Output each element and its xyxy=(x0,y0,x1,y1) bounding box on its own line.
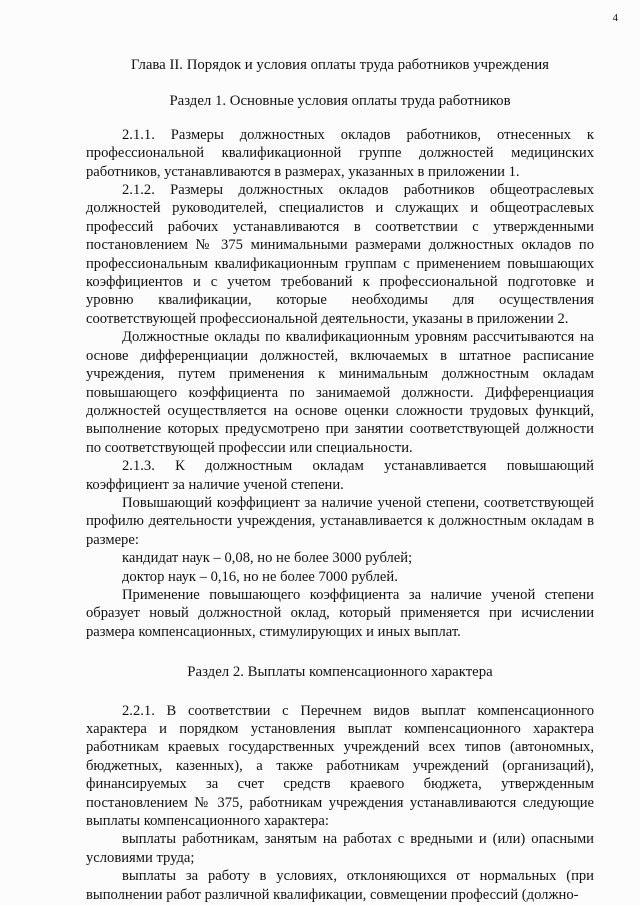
paragraph-2-1-3: 2.1.3. К должностным окладам устанавливается повышающий коэффициент за наличие ученой степени. xyxy=(86,458,594,493)
document-body xyxy=(86,56,594,904)
page-number: 4 xyxy=(612,12,618,24)
section-1-body xyxy=(86,126,594,641)
paragraph-coefficient-application: Применение повышающего коэффициента за наличие ученой степени образует новый должностной оклад, который применяется при исчислении размера компенсационных, стимулирующих и иных выплат. xyxy=(86,586,594,640)
list-item-abnormal-conditions: выплаты за работу в условиях, отклоняющихся от нормальных (при выполнении работ различной квалификации, совмещении профессий (должно- xyxy=(86,868,594,903)
list-item-candidate-degree: кандидат наук – 0,08, но не более 3000 рублей; xyxy=(122,550,413,567)
section-2-title: Раздел 2. Выплаты компенсационного характера xyxy=(187,664,493,681)
paragraph-2-1-2: 2.1.2. Размеры должностных окладов работников общеотраслевых должностей руководителей, специалистов и служащих и общеотраслевых профессий рабочих устанавливаются в соответствии с утвержденными постановлением № 375 минимальными размерами должностных окладов по профессиональным квалификационным группам с применением повышающих коэффициентов и с учетом требований к профессиональной подготовке и уровню квалификации, которые необходимы для осуществления соответствующей профессиональной деятельности, указаны в приложении 2. xyxy=(86,182,594,327)
paragraph-salary-differentiation: Должностные оклады по квалификационным уровням рассчитываются на основе дифференциации должностей, включаемых в штатное расписание учреждения, путем применения к минимальным должностным окладам повышающего коэффициента по занимаемой должности. Дифференциация должностей осуществляется на основе оценки сложности трудовых функций, выполнение которых предусмотрено при занятии соответствующей должности по соответствующей профессии или специальности. xyxy=(86,329,594,456)
chapter-title: Глава II. Порядок и условия оплаты труда работников учреждения xyxy=(131,57,549,73)
list-item-hazardous-conditions: выплаты работникам, занятым на работах с вредными и (или) опасными условиями труда; xyxy=(86,831,594,866)
list-item-doctor-degree: доктор наук – 0,16, но не более 7000 рублей. xyxy=(122,568,398,585)
paragraph-2-1-1: 2.1.1. Размеры должностных окладов работников, отнесенных к профессиональной квалификационной группе должностей медицинских работников, устанавливаются в размерах, указанных в приложении 1. xyxy=(86,126,594,180)
section-1-title: Раздел 1. Основные условия оплаты труда работников xyxy=(169,93,511,110)
section-2-body xyxy=(86,702,594,904)
paragraph-2-2-1: 2.2.1. В соответствии с Перечнем видов выплат компенсационного характера и порядком установления выплат компенсационного характера работникам краевых государственных учреждений всех типов (автономных, бюджетных, казенных), а также работникам учреждений (организаций), финансируемых за счет средств краевого бюджета, утвержденным постановлением № 375, работникам учреждения устанавливаются следующие выплаты компенсационного характера: xyxy=(86,702,594,830)
paragraph-degree-coefficient: Повышающий коэффициент за наличие ученой степени, соответствующей профилю деятельности учреждения, устанавливается к должностным окладам в размере: xyxy=(86,494,594,548)
